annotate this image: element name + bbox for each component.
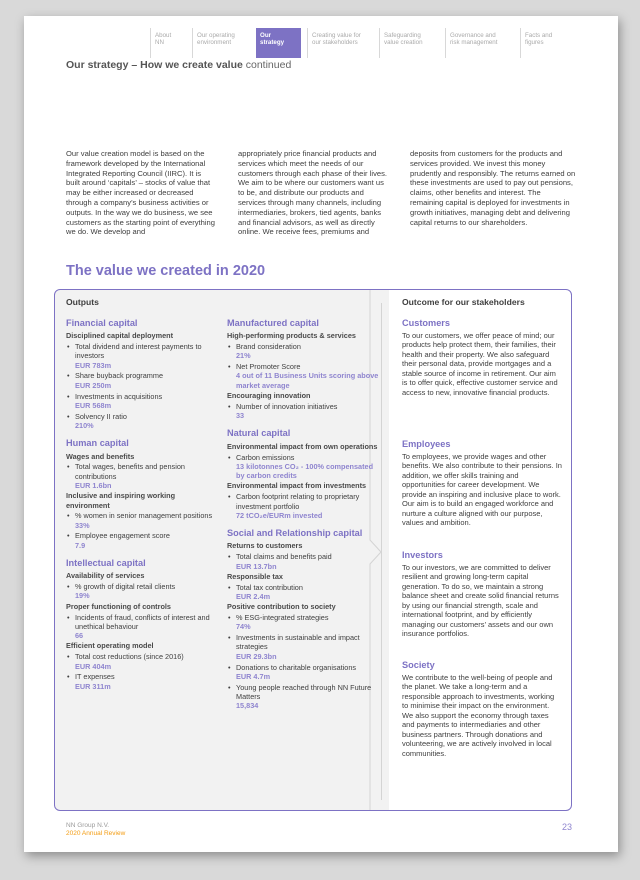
output-list <box>227 552 379 571</box>
outcome-text: To employees, we provide wages and other benefits. We also contribute to their pensions. In addition, we offer skills training and opportunities for career development. We provide an inspiring and inclusive place to work. Our aim is to build an engaged workforce and nurture a culture aligned with our purpose, values and ambition. <box>402 451 562 527</box>
output-label: Investments in sustainable and impact strategies <box>236 633 360 652</box>
output-value: 19% <box>75 591 90 601</box>
output-label: Total wages, benefits and pension contributions <box>75 462 185 481</box>
outcome-customers <box>402 319 562 397</box>
output-value: 210% <box>75 420 94 430</box>
output-list <box>66 652 216 691</box>
output-value: EUR 1.6bn <box>75 480 112 490</box>
capital-subheading: Encouraging innovation <box>227 391 311 401</box>
outcome-title: Customers <box>402 318 450 328</box>
outcome-employees <box>402 440 562 528</box>
output-list <box>66 342 216 430</box>
outcome-text: To our customers, we offer peace of mind; our products help protect them, their families, their health and their property. We also safeguard their personal data, provide mortgages and a stable source of income in retirement. Our aim is to offer quick, effective customer service and access to new, innovative financial products. <box>402 330 558 397</box>
outcome-title: Investors <box>402 550 443 560</box>
output-value: EUR 13.7bn <box>236 561 277 571</box>
output-label: Total cost reductions (since 2016) <box>75 652 184 662</box>
capital-title: Human capital <box>66 438 129 449</box>
output-value: 15,834 <box>236 701 259 711</box>
output-item <box>227 453 379 481</box>
footer-company: NN Group N.V. <box>66 822 110 829</box>
capital-subheading: Wages and benefits <box>66 451 135 461</box>
outcome-text: To our investors, we are committed to deliver resilient and growing long-term capital generation. To do so, we maintain a strong balance sheet and create solid financial returns by using our financial strength, scale and international footprint, and by efficiently managing our customers’ assets and our own insurance portfolios. <box>402 562 559 638</box>
outcome-title: Society <box>402 660 435 670</box>
output-value: 33% <box>75 520 90 530</box>
output-item <box>66 613 216 641</box>
output-value: EUR 250m <box>75 380 112 390</box>
capital-subheading: Proper functioning of controls <box>66 601 171 611</box>
output-value: 4 out of 11 Business Units scoring above market average <box>236 371 379 390</box>
output-value: 74% <box>236 622 251 632</box>
capital-subheading: Inclusive and inspiring working environment <box>66 491 176 510</box>
outputs-heading: Outputs <box>66 297 99 307</box>
output-label: Total dividend and interest payments to investors <box>75 342 202 361</box>
capital-subheading: Returns to customers <box>227 541 303 551</box>
intro-column-3: deposits from customers for the products and services provided. We invest this money prudently and responsibly. The returns earned on these investments are used to pay out pensions, claims, other benefits and interest. The remaining capital is deployed for investments in growth initiatives, managing debt and delivering capital returns to our shareholders. <box>410 149 576 227</box>
output-value: EUR 4.7m <box>236 671 271 681</box>
capital-subheading: Responsible tax <box>227 571 283 581</box>
report-page <box>24 16 618 852</box>
output-label: Employee engagement score <box>75 531 170 541</box>
output-label: Brand consideration <box>236 342 301 352</box>
output-list <box>227 402 379 421</box>
capital-subheading: Disciplined capital deployment <box>66 331 174 341</box>
section-title: Our strategy – How we create value continued <box>66 59 292 71</box>
output-value: EUR 404m <box>75 661 112 671</box>
output-item <box>66 342 216 370</box>
page-number: 23 <box>562 822 573 832</box>
output-item <box>227 663 379 682</box>
capital-title: Financial capital <box>66 318 138 328</box>
output-list <box>227 492 379 520</box>
output-value: 13 kilotonnes CO₂ - 100% compensated by carbon credits <box>236 461 374 481</box>
output-label: Solvency II ratio <box>75 411 127 421</box>
output-label: Young people reached through NN Future Matters <box>236 682 372 701</box>
capital-subheading: Environmental impact from own operations <box>227 441 378 451</box>
capital-subheading: High-performing products & services <box>227 331 356 341</box>
output-item <box>227 613 379 632</box>
output-item <box>227 342 379 361</box>
nav-item-about[interactable]: About NN <box>150 28 192 58</box>
output-item <box>227 633 379 661</box>
output-value: 72 tCO₂e/EURm invested <box>236 510 323 520</box>
output-item <box>227 683 379 711</box>
nav-item-operating-environment[interactable]: Our operating environment <box>192 28 255 58</box>
nav-item-facts-figures[interactable]: Facts and figures <box>520 28 570 58</box>
nav-item-creating-value[interactable]: Creating value for our stakeholders <box>307 28 379 58</box>
output-list <box>66 511 216 550</box>
intro-column-2: appropriately price financial products and services which meet the needs of our customers through each phase of their lives. We aim to be where our customers want us to be, and distribute our products and services through many channels, including intermediaries, brokers, tied agents, banks and financial advisors, as well as directly online. We receive fees, premiums and <box>238 149 388 237</box>
output-value: EUR 2.4m <box>236 591 271 601</box>
capital-title: Intellectual capital <box>66 558 146 569</box>
output-label: Number of innovation initiatives <box>236 401 338 411</box>
output-item <box>66 672 216 691</box>
capital-subheading: Efficient operating model <box>66 641 154 651</box>
capital-subheading: Positive contribution to society <box>227 602 336 612</box>
output-list <box>227 613 379 710</box>
column-divider <box>381 303 382 800</box>
output-label: % ESG-integrated strategies <box>236 613 329 623</box>
outputs-middle-column <box>227 319 379 710</box>
output-label: Share buyback programme <box>75 371 164 381</box>
output-label: Incidents of fraud, conflicts of interest and unethical behaviour <box>75 612 210 631</box>
footer-report-name: 2020 Annual Review <box>66 830 126 837</box>
output-item <box>66 371 216 390</box>
outcome-investors <box>402 551 562 639</box>
section-title-suffix: continued <box>245 59 292 71</box>
outcome-society <box>402 661 562 758</box>
outcome-heading: Outcome for our stakeholders <box>402 297 525 307</box>
output-item <box>227 362 379 390</box>
output-item <box>66 531 216 550</box>
output-item <box>66 511 216 530</box>
capital-title: Manufactured capital <box>227 318 319 328</box>
output-list <box>66 582 216 601</box>
intro-column-1: Our value creation model is based on the framework developed by the International Integrated Reporting Council (IIRC). It is built around ‘capitals’ – stocks of value that may be either increased or decreased through a company’s business activities or outputs. In the way we do business, we see customers as the starting point of everything we do. We develop and <box>66 149 215 237</box>
output-list <box>227 453 379 481</box>
output-item <box>227 552 379 571</box>
outcome-title: Employees <box>402 439 451 449</box>
output-label: Donations to charitable organisations <box>236 662 357 672</box>
output-item <box>66 652 216 671</box>
output-list <box>227 342 379 390</box>
output-value: 33 <box>236 411 245 421</box>
capital-subheading: Availability of services <box>66 571 145 581</box>
output-list <box>66 462 216 490</box>
output-item <box>66 392 216 411</box>
output-list <box>227 583 379 602</box>
output-label: % women in senior management positions <box>75 511 213 521</box>
nav-item-safeguarding[interactable]: Safeguarding value creation <box>379 28 445 58</box>
output-item <box>66 582 216 601</box>
output-item <box>227 492 379 520</box>
output-value: EUR 783m <box>75 360 112 370</box>
output-item <box>66 462 216 490</box>
output-label: Investments in acquisitions <box>75 391 163 401</box>
output-label: Total tax contribution <box>236 582 303 592</box>
outputs-left-column <box>66 319 216 691</box>
capital-subheading: Environmental impact from investments <box>227 481 367 491</box>
output-label: IT expenses <box>75 672 115 682</box>
capital-title: Natural capital <box>227 428 291 439</box>
output-value: EUR 568m <box>75 400 112 410</box>
output-item <box>227 402 379 421</box>
value-created-heading: The value we created in 2020 <box>66 263 266 279</box>
output-label: Net Promoter Score <box>236 362 301 372</box>
output-value: EUR 311m <box>75 681 111 691</box>
nav-item-our-strategy[interactable]: Our strategy <box>256 28 301 58</box>
output-value: EUR 29.3bn <box>236 651 277 661</box>
output-value: 66 <box>75 631 84 641</box>
output-list <box>66 613 216 641</box>
nav-item-governance[interactable]: Governance and risk management <box>445 28 520 58</box>
output-item <box>227 583 379 602</box>
capital-title: Social and Relationship capital <box>227 528 363 539</box>
output-label: Carbon footprint relating to proprietary investment portfolio <box>236 492 360 511</box>
output-label: % growth of digital retail clients <box>75 582 176 592</box>
output-label: Total claims and benefits paid <box>236 552 332 562</box>
outcome-text: We contribute to the well-being of people and the planet. We take a long-term and a responsible approach to investments, working to minimise their impact on the environment. We also support the economy through taxes and payments to intermediaries and other business partners. Through donations and volunteering, we are actively involved in local communities. <box>402 672 555 758</box>
output-label: Carbon emissions <box>236 452 295 462</box>
output-item <box>66 412 216 431</box>
output-value: 7.9 <box>75 540 86 550</box>
output-value: 21% <box>236 351 251 361</box>
